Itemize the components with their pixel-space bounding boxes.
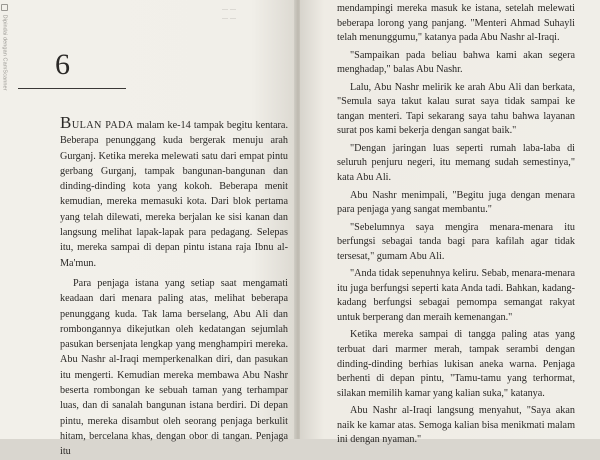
- paragraph: Abu Nashr menimpali, "Begitu juga dengan menara para penjaga yang sangat membantu.": [337, 189, 575, 216]
- paragraph: "Sebelumnya saya mengira menara-menara itu berfungsi sebagai tanda bagi para kafilah agar tidak tersesat," gumam Abu Ali.: [337, 221, 575, 262]
- lead-in-words: ULAN PADA: [71, 120, 134, 131]
- right-page-body: [337, 2, 575, 448]
- bleed-through-text: [222, 3, 236, 21]
- bleed-through-line: ... ...: [222, 12, 236, 21]
- left-page-body: [60, 113, 288, 460]
- opening-paragraph: [60, 113, 288, 271]
- watermark-text: Dipindai dengan CamScanner: [1, 14, 8, 91]
- paragraph: "Anda tidak sepenuhnya keliru. Sebab, menara-menara itu juga berfungsi seperti kata Anda tadi. Bahkan, kadang-kadang berfungsi sebagai pemompa semangat rakyat untuk berperang dan meraih kemenangan.": [337, 268, 575, 323]
- bleed-through-line: ... ...: [222, 3, 236, 12]
- paragraph: Ketika mereka sampai di tangga paling atas yang terbuat dari marmer merah, tampak serambi dengan dinding-dinding berhias lukisan aneka warna. Penjaga berhenti di depan pintu, "Tamu-tamu yang terhormat, silakan memilih kamar yang kalian suka," katanya.: [337, 329, 575, 399]
- document-scanner-icon: [1, 4, 8, 11]
- continued-paragraph: mendampingi mereka masuk ke istana, setelah melewati beberapa lorong yang panjang. "Menteri Ahmad Suhayli telah menunggumu," katanya pada Abu Nashr al-Iraqi.: [337, 3, 575, 44]
- paragraph: "Sampaikan pada beliau bahwa kami akan segera menghadap," balas Abu Nashr.: [337, 49, 575, 76]
- scanner-watermark: [1, 4, 8, 91]
- paragraph: Para penjaga istana yang setiap saat mengamati keadaan dari menara paling atas, melihat beberapa penunggang kuda. Tak lama berselang, Abu Ali dan rombongannya dikejutkan oleh kedatangan sejumlah pasukan bersenjata lengkap yang menghampiri mereka. Abu Nashr al-Iraqi memperkenalkan diri, dan pasukan itu mengerti. Kemudian mereka membawa Abu Nashr beserta rombongan ke sebuah taman yang terhampar luas, dan di sanalah bangunan istana berdiri. Di depan pintu, mereka disambut oleh seorang penjaga berkulit hitam, bercelana khas, dengan obor di tangan. Penjaga itu: [60, 277, 288, 458]
- drop-cap: B: [60, 113, 72, 132]
- paragraph: "Dengan jaringan luas seperti rumah laba-laba di seluruh penjuru negeri, itu memang sudah semestinya," kata Abu Ali.: [337, 142, 575, 184]
- paragraph: Lalu, Abu Nashr melirik ke arah Abu Ali dan berkata, "Semula saya takut kalau surat saya tidak sampai ke tangan menteri. Tapi sekarang saya tahu bahwa layanan surat pos kami bekerja dengan sangat baik.": [337, 81, 575, 137]
- paragraph: Abu Nashr al-Iraqi langsung menyahut, "Saya akan naik ke kamar atas. Semoga kalian bisa menikmati malam ini dengan nyaman.": [337, 405, 575, 446]
- left-page: [0, 0, 296, 458]
- chapter-number: 6: [55, 48, 70, 81]
- chapter-divider: [18, 88, 126, 89]
- paragraph-text: malam ke-14 tampak begitu kentara. Beberapa penunggang kuda bergerak menuju arah Gurganj. Ketika mereka melewati satu dari empat pintu gerbang Gurganj, tampak bangunan-bangunan dan dinding-dinding kota yang kokoh. Beberapa menit kemudian, mereka memasuki kota. Dari blok pertama yang telah dilewati, mereka berjalan ke sisi kanan dan langsung melihat lapak-lapak para pedagang. Selepas itu, mereka sampai di depan pintu istana raja Ibnu al-Ma'mun.: [60, 120, 288, 269]
